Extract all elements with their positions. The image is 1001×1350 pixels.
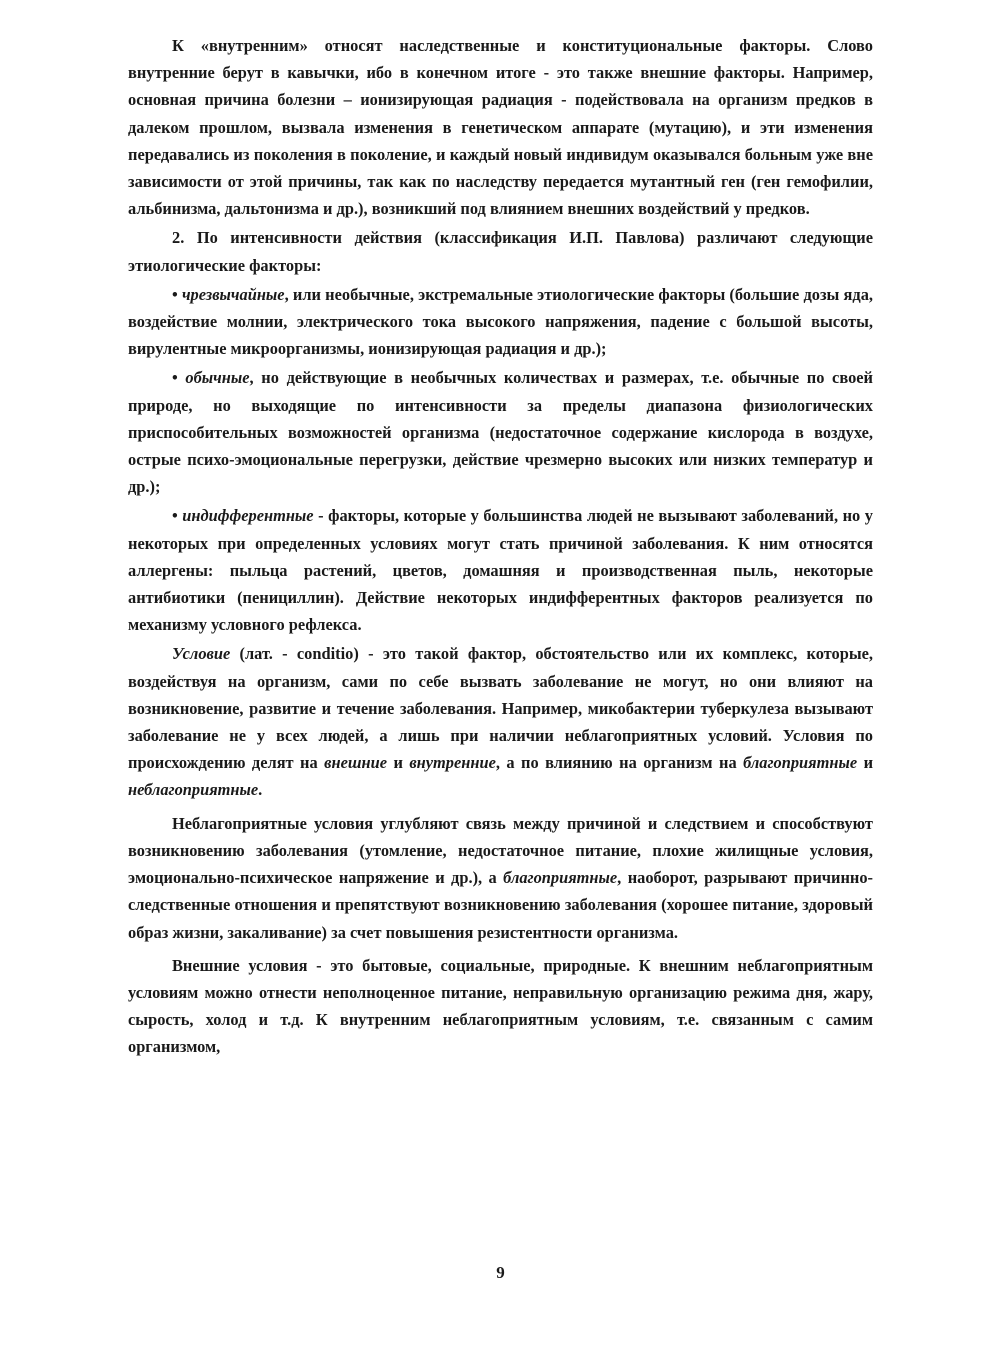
paragraph-text: . bbox=[258, 780, 263, 800]
term-favorable: благоприятные bbox=[743, 753, 858, 773]
bullet: • bbox=[172, 506, 178, 526]
paragraph-internal-factors: К «внутренним» относят наследственные и конституциональные факторы. Слово внутренние берут в кавычки, ибо в конечном итоге - это также внешние факторы. Например, основная причина болезни – ионизирующая радиация - подействовала на организм предков в далеком прошлом, вызвала изменения в генетическом аппарате (мутацию), и эти изменения передавались из поколения в поколение, и каждый новый индивидум оказывался больным уже вне зависимости от этой причины, так как по наследству передается мутантный ген (ген гемофилии, альбинизма, дальтонизма и др.), возникший под влиянием внешних воздействий у предков. bbox=[128, 36, 873, 219]
term-extreme: чрезвычайные bbox=[181, 284, 285, 304]
page-number: 9 bbox=[496, 1263, 505, 1282]
paragraph-condition-definition bbox=[128, 640, 873, 803]
paragraph-intensity-classification: 2. По интенсивности действия (классификация И.П. Павлова) различают следующие этиологические факторы: bbox=[128, 228, 873, 275]
term-unfavorable: неблагоприятные bbox=[128, 780, 259, 800]
term-indifferent: индифферентные bbox=[182, 506, 314, 526]
list-item-indifferent-factors bbox=[128, 502, 873, 638]
bullet: • bbox=[172, 368, 178, 388]
paragraph-text: и bbox=[857, 753, 874, 773]
term-condition: Условие bbox=[172, 644, 231, 664]
list-item-text: , или необычные, экстремальные этиологические факторы (большие дозы яда, воздействие молнии, электрического тока высокого напряжения, падение с большой высоты, вирулентные микроорганизмы, ионизирующая радиация и др.); bbox=[128, 284, 873, 359]
document-page bbox=[128, 32, 873, 1061]
bullet: • bbox=[172, 284, 178, 304]
list-item-ordinary-factors bbox=[128, 364, 873, 500]
paragraph-text: , наоборот, разрывают причинно-следственные отношения и препятствуют возникновению заболевания (хорошее питание, здоровый образ жизни, закаливание) за счет повышения резистентности организма. bbox=[128, 868, 873, 942]
list-item-extreme-factors bbox=[128, 281, 873, 363]
paragraph-text: , а по влиянию на организм на bbox=[495, 753, 744, 773]
term-internal: внутренние bbox=[409, 753, 496, 773]
paragraph-text: Неблагоприятные условия углубляют связь между причиной и следствием и способствуют возникновению заболевания (утомление, недостаточное питание, плохие жилищные условия, эмоционально-психическое напряжение и др.), а bbox=[128, 813, 873, 888]
paragraph-unfavorable-conditions bbox=[128, 810, 873, 946]
paragraph-external-conditions: Внешние условия - это бытовые, социальные, природные. К внешним неблагоприятным условиям можно отнести неполноценное питание, неправильную организацию режима дня, жару, сырость, холод и т.д. К внутренним неблагоприятным условиям, т.е. связанным с самим организмом, bbox=[128, 955, 873, 1057]
paragraph-text: (лат. - conditio) - это такой фактор, обстоятельство или их комплекс, которые, воздействуя на организм, сами по себе вызвать заболевание не могут, но они влияют на возникновение, развитие и течение заболевания. Например, микобактерии туберкулеза вызывают заболевание не у всех людей, а лишь при наличии неблагоприятных условий. Условия по происхождению делят на bbox=[128, 644, 873, 773]
paragraph-text: и bbox=[387, 753, 410, 773]
list-item-text: , но действующие в необычных количествах и размерах, т.е. обычные по своей природе, но выходящие по интенсивности за пределы диапазона физиологических приспособительных возможностей организма (недостаточное содержание кислорода в воздухе, острые психо-эмоциональные перегрузки, действие чрезмерно высоких или низких температур и др.); bbox=[128, 368, 873, 497]
term-ordinary: обычные bbox=[185, 368, 250, 388]
term-external: внешние bbox=[324, 753, 387, 773]
term-favorable-2: благоприятные bbox=[503, 868, 618, 888]
list-item-text: - факторы, которые у большинства людей не вызывают заболеваний, но у некоторых при определенных условиях могут стать причиной заболевания. К ним относятся аллергены: пыльца растений, цветов, домашняя и производственная пыль, некоторые антибиотики (пенициллин). Действие некоторых индифферентных факторов реализуется по механизму условного рефлекса. bbox=[128, 506, 873, 635]
